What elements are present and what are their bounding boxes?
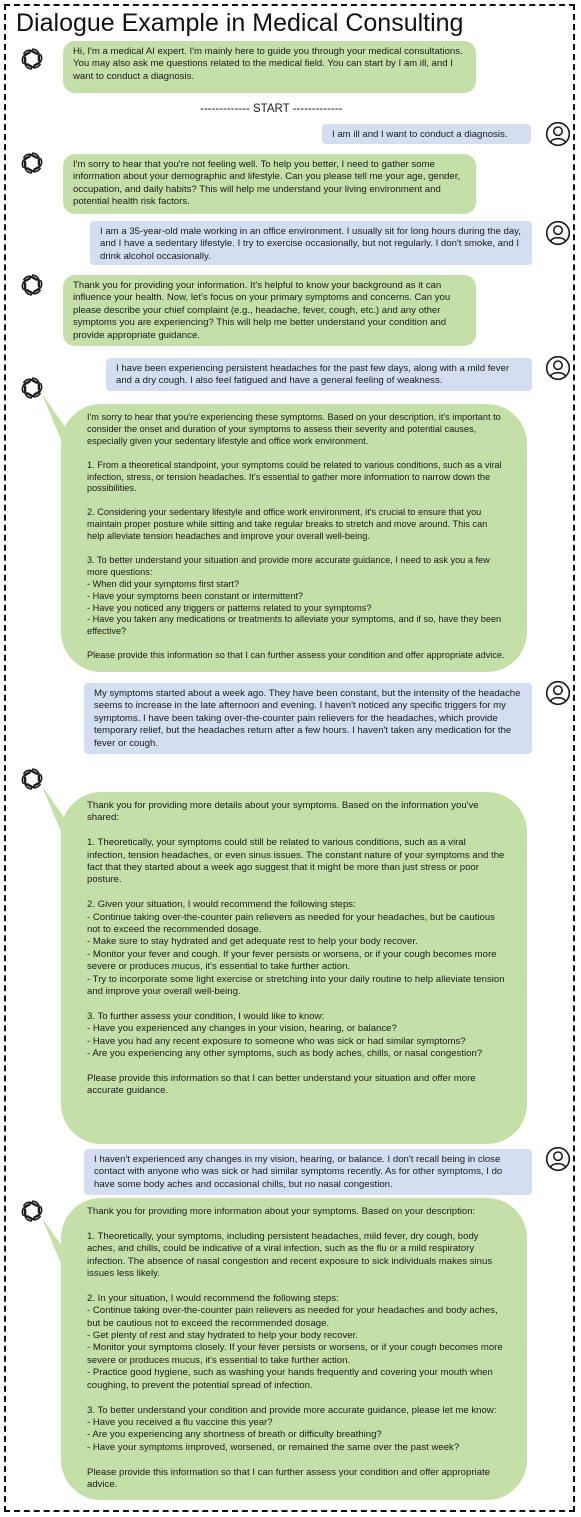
assistant-message: I'm sorry to hear that you're not feeling well. To help you better, I need to gather some information about your demographic and lifestyle. Can you please tell me your age, gender, occupation, and daily habits? This will help me understand your living environment and potential health risk factors. bbox=[63, 154, 476, 214]
assistant-message: Hi, I'm a medical AI expert. I'm mainly here to guide you through your medical consultations. You may also ask me questions related to the medical field. You can start by I am ill, and I want to conduct a diagnosis. bbox=[63, 41, 476, 93]
user-avatar-icon bbox=[545, 220, 571, 246]
assistant-message: Thank you for providing more information about your symptoms. Based on your description: 1. Theoretically, your symptoms, including persistent headaches, mild fever, dry cough, body aches, and chills, could be indicative of a viral infection, such as the flu or a mild respiratory infection. The absence of nasal congestion and recent exposure to sick individuals makes sinus issues less likely. 2. In your situation, I would recommend the following steps: - Continue taking over-the-counter pain relievers as needed for your headaches and body aches, but be cautious not to exceed the recommended dosage. - Get plenty of rest and stay hydrated to help your body recover. - Monitor your symptoms closely. If your fever persists or worsens, or if your cough becomes more severe or produces mucus, it's essential to take further action. - Practice good hygiene, such as washing your hands frequently and covering your mouth when coughing, to prevent the potential spread of infection. 3. To better understand your condition and provide more accurate guidance, please let me know: - Have you received a flu vaccine this year? - Are you experiencing any shortness of breath or difficulty breathing? - Have your symptoms improved, worsened, or remained the same over the past week? Please provide this information so that I can further assess your condition and offer appropriate advice. bbox=[61, 1198, 527, 1500]
openai-logo-icon bbox=[19, 46, 45, 72]
assistant-message: Thank you for providing your information. It's helpful to know your background as it can influence your health. Now, let's focus on your primary symptoms and concerns. Can you please describe your chief complaint (e.g., headache, fever, cough, etc.) and any other symptoms you are experiencing? This will help me better understand your condition and provide appropriate guidance. bbox=[63, 275, 476, 346]
openai-logo-icon bbox=[19, 150, 45, 176]
user-message: I am a 35-year-old male working in an office environment. I usually sit for long hours during the day, and I have a sedentary lifestyle. I try to exercise occasionally, but not regularly. I don't smoke, and I drink alcohol occasionally. bbox=[90, 221, 532, 265]
user-message: I am ill and I want to conduct a diagnosis. bbox=[322, 124, 531, 144]
user-avatar-icon bbox=[545, 355, 571, 381]
user-avatar-icon bbox=[545, 680, 571, 706]
user-message: My symptoms started about a week ago. They have been constant, but the intensity of the headache seems to increase in the late afternoon and evening. I haven't noticed any specific triggers for my symptoms. I have been taking over-the-counter pain relievers for the headaches, which provide temporary relief, but the headaches return after a few hours. I haven't taken any medication for the fever or cough. bbox=[84, 683, 532, 754]
assistant-message: I'm sorry to hear that you're experiencing these symptoms. Based on your description, it's important to consider the onset and duration of your symptoms to assess their severity and potential causes, especially given your sedentary lifestyle and office work environment. 1. From a theoretical standpoint, your symptoms could be related to various conditions, such as a viral infection, stress, or tension headaches. It's essential to gather more information to narrow down the possibilities. 2. Considering your sedentary lifestyle and office work environment, it's crucial to ensure that you maintain proper posture while sitting and take regular breaks to stretch and move around. This can help alleviate tension headaches and improve your overall well-being. 3. To better understand your situation and provide more accurate guidance, I need to ask you a few more questions: - When did your symptoms first start? - Have your symptoms been constant or intermittent? - Have you noticed any triggers or patterns related to your symptoms? - Have you taken any medications or treatments to alleviate your symptoms, and if so, have they been effective? Please provide this information so that I can further assess your condition and offer appropriate advice. bbox=[61, 404, 527, 672]
user-avatar-icon bbox=[545, 121, 571, 147]
page-title: Dialogue Example in Medical Consulting bbox=[16, 9, 464, 37]
user-message: I have been experiencing persistent headaches for the past few days, along with a mild fever and a dry cough. I also feel fatigued and have a general feeling of weakness. bbox=[106, 358, 532, 391]
user-message: I haven't experienced any changes in my vision, hearing, or balance. I don't recall being in close contact with anyone who was sick or had similar symptoms recently. As for other symptoms, I do have some body aches and occasional chills, but no nasal congestion. bbox=[84, 1149, 532, 1195]
user-avatar-icon bbox=[545, 1146, 571, 1172]
openai-logo-icon bbox=[19, 272, 45, 298]
start-divider: ------------- START ------------- bbox=[200, 103, 343, 115]
assistant-message: Thank you for providing more details about your symptoms. Based on the information you've shared: 1. Theoretically, your symptoms could still be related to various conditions, such as a viral infection, tension headaches, or even sinus issues. The constant nature of your symptoms and the fact that they started about a week ago suggest that it might be more than just stress or poor posture. 2. Given your situation, I would recommend the following steps: - Continue taking over-the-counter pain relievers as needed for your headaches, but be cautious not to exceed the recommended dosage. - Make sure to stay hydrated and get adequate rest to help your body recover. - Monitor your fever and cough. If your fever persists or worsens, or if your cough becomes more severe or produces mucus, it's essential to take further action. - Try to incorporate some light exercise or stretching into your daily routine to help alleviate tension and improve your overall well-being. 3. To further assess your condition, I would like to know: - Have you experienced any changes in your vision, hearing, or balance? - Have you had any recent exposure to someone who was sick or had similar symptoms? - Are you experiencing any other symptoms, such as body aches, chills, or nasal congestion? Please provide this information so that I can better understand your situation and offer more accurate guidance. bbox=[61, 792, 527, 1144]
